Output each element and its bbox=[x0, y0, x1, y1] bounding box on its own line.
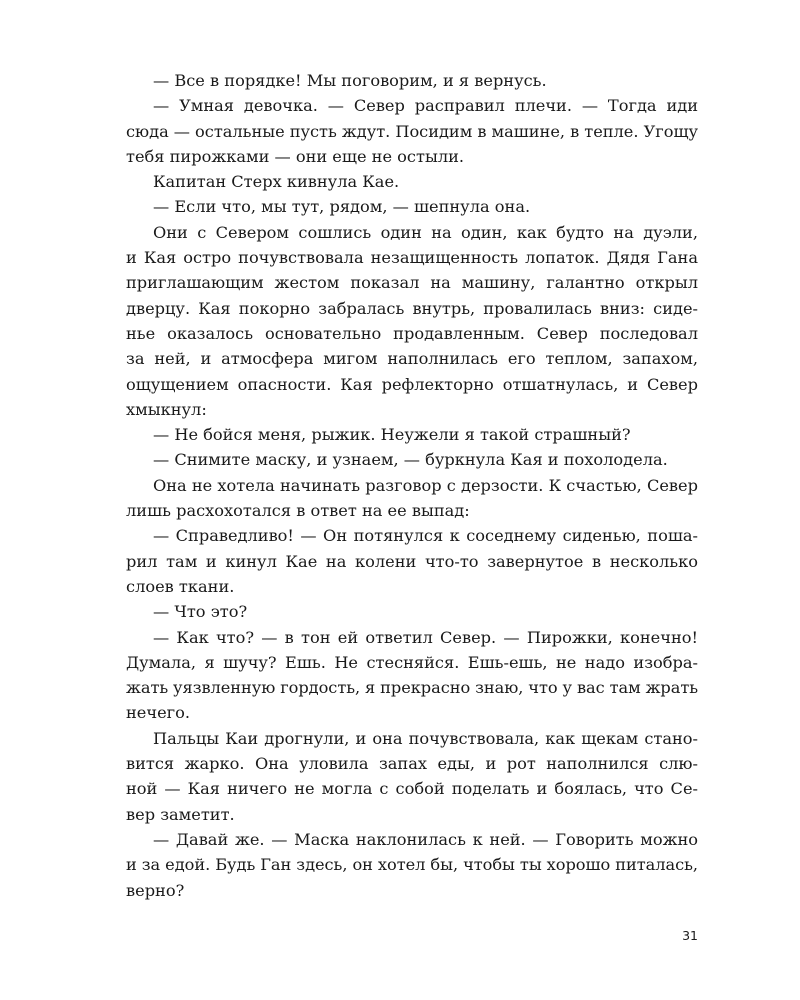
page-number: 31 bbox=[682, 928, 698, 943]
text-line: верно? bbox=[126, 880, 185, 900]
text-line: — Умная девочка. — Север расправил плечи. — Тогда иди bbox=[153, 96, 698, 116]
text-line: Она не хотела начинать разговор с дерзости. К счастью, Север bbox=[153, 475, 698, 495]
text-line: и за едой. Будь Ган здесь, он хотел бы, чтобы ты хорошо питалась, bbox=[126, 855, 698, 875]
text-line: — Все в порядке! Мы поговорим, и я вернусь. bbox=[153, 71, 547, 90]
text-line: — Справедливо! — Он потянулся к соседнему сиденью, поша- bbox=[153, 526, 698, 546]
text-line: хмыкнул: bbox=[126, 399, 207, 419]
paragraph-12 bbox=[126, 726, 698, 827]
text-line: приглашающим жестом показал на машину, галантно открыл bbox=[126, 273, 698, 293]
text-line: дверцу. Кая покорно забралась внутрь, провалилась вниз: сиде- bbox=[126, 298, 698, 318]
text-line: нечего. bbox=[126, 703, 191, 723]
text-line: нье оказалось основательно продавленным. Север последовал bbox=[126, 323, 698, 343]
text-line: ощущением опасности. Кая рефлекторно отшатнулась, и Север bbox=[126, 374, 698, 394]
text-line: — Как что? — в тон ей ответил Север. — Пирожки, конечно! bbox=[153, 627, 698, 647]
text-line: Думала, я шучу? Ешь. Не стесняйся. Ешь-ешь, не надо изобра- bbox=[126, 652, 698, 672]
paragraph-10 bbox=[126, 599, 698, 624]
paragraph-13 bbox=[126, 827, 698, 903]
paragraph-2 bbox=[126, 93, 698, 169]
paragraph-11 bbox=[126, 625, 698, 726]
text-line: — Что это? bbox=[153, 602, 248, 622]
paragraph-9 bbox=[126, 523, 698, 599]
text-line: рил там и кинул Кае на колени что-то завернутое в несколько bbox=[126, 551, 698, 571]
text-line: вер заметит. bbox=[126, 804, 235, 824]
paragraph-7 bbox=[126, 447, 698, 472]
paragraph-4 bbox=[126, 194, 698, 219]
page-text bbox=[126, 68, 698, 903]
paragraph-3 bbox=[126, 169, 698, 194]
paragraph-6 bbox=[126, 422, 698, 447]
text-line: лишь расхохотался в ответ на ее выпад: bbox=[126, 501, 470, 521]
text-line: тебя пирожками — они еще не остыли. bbox=[126, 146, 465, 166]
text-line: за ней, и атмосфера мигом наполнилась его теплом, запахом, bbox=[126, 349, 698, 369]
text-line: Капитан Стерх кивнула Кае. bbox=[153, 172, 400, 192]
text-line: Пальцы Каи дрогнули, и она почувствовала, как щекам стано- bbox=[153, 728, 698, 748]
paragraph-5 bbox=[126, 220, 698, 422]
text-line: сюда — остальные пусть ждут. Посидим в машине, в тепле. Угощу bbox=[126, 121, 698, 141]
text-line: и Кая остро почувствовала незащищенность лопаток. Дядя Гана bbox=[126, 248, 698, 268]
text-line: вится жарко. Она уловила запах еды, и рот наполнился слю- bbox=[126, 754, 698, 774]
paragraph-1 bbox=[126, 68, 698, 93]
text-line: — Не бойся меня, рыжик. Неужели я такой страшный? bbox=[153, 425, 631, 445]
text-line: ной — Кая ничего не могла с собой поделать и боялась, что Се- bbox=[126, 779, 698, 799]
text-line: жать уязвленную гордость, я прекрасно знаю, что у вас там жрать bbox=[126, 678, 698, 698]
paragraph-8 bbox=[126, 473, 698, 524]
text-line: — Если что, мы тут, рядом, — шепнула она. bbox=[153, 197, 531, 217]
text-line: — Снимите маску, и узнаем, — буркнула Кая и похолодела. bbox=[153, 450, 668, 470]
text-line: слоев ткани. bbox=[126, 576, 235, 596]
text-line: — Давай же. — Маска наклонилась к ней. — Говорить можно bbox=[153, 829, 698, 849]
text-line: Они с Севером сошлись один на один, как будто на дуэли, bbox=[153, 222, 698, 242]
